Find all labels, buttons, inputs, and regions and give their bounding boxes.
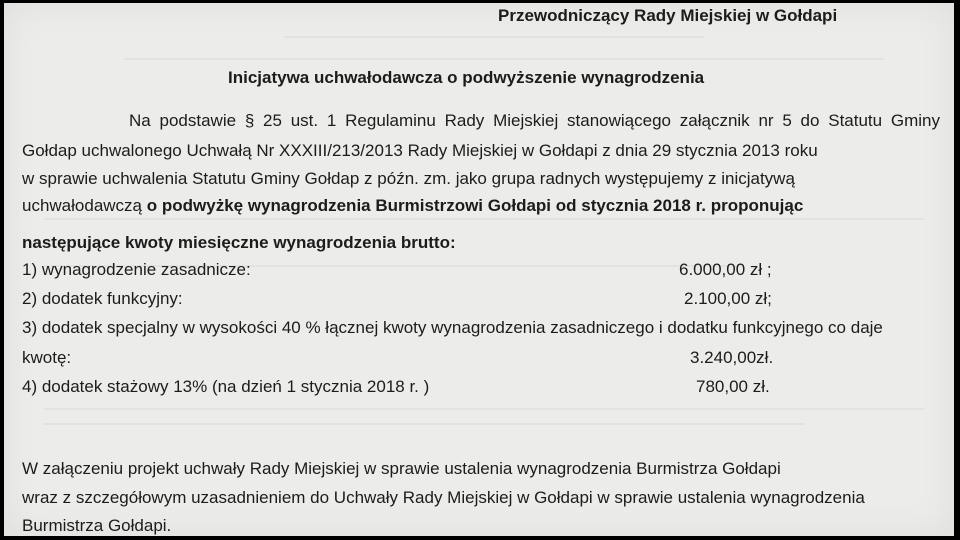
intro-line-3: w sprawie uchwalenia Statutu Gminy Gołdap z późn. zm. jako grupa radnych występujemy z inicjatywą — [22, 169, 795, 188]
intro-line-1-text: Na podstawie § 25 ust. 1 Regulaminu Rady Miejskiej stanowiącego załącznik nr 5 do Statutu Gminy — [129, 111, 940, 130]
list-item-label: 4) dodatek stażowy 13% (na dzień 1 stycznia 2018 r. ) — [22, 377, 430, 396]
intro-line-4-normal: uchwałodawczą — [22, 196, 143, 215]
intro-line-1 — [129, 110, 940, 132]
bleed-through-mark — [44, 423, 804, 425]
list-item-label: 3) dodatek specjalny w wysokości 40 % łącznej kwoty wynagrodzenia zasadniczego i dodatku funkcyjnego co daje — [22, 318, 883, 337]
intro-line-5: następujące kwoty miesięczne wynagrodzenia brutto: — [22, 233, 456, 252]
list-item-label: kwotę: — [22, 348, 72, 367]
intro-line-4-bold: o podwyżkę wynagrodzenia Burmistrzowi Gołdapi od stycznia 2018 r. proponując — [146, 196, 804, 215]
list-item-label: 2) dodatek funkcyjny: — [22, 289, 183, 308]
list-item-label: 1) wynagrodzenie zasadnicze: — [22, 260, 251, 279]
bleed-through-mark — [124, 58, 884, 60]
bleed-through-mark — [284, 36, 704, 38]
closing-line-2: wraz z szczegółowym uzasadnieniem do Uchwały Rady Miejskiej w Gołdapi w sprawie ustalenia wynagrodzenia — [22, 488, 865, 507]
list-item-amount: 780,00 zł. — [696, 377, 770, 396]
list-item-amount: 6.000,00 zł ; — [679, 260, 772, 279]
list-item-amount: 3.240,00zł. — [690, 348, 774, 367]
document-page — [4, 3, 954, 536]
page-title: Przewodniczący Rady Miejskiej w Gołdapi — [498, 6, 838, 25]
intro-line-4 — [22, 195, 940, 217]
bleed-through-mark — [44, 408, 924, 410]
closing-line-3: Burmistrza Gołdapi. — [22, 516, 172, 535]
intro-line-2: Gołdap uchwalonego Uchwałą Nr XXXIII/213/2013 Rady Miejskiej w Gołdapi z dnia 29 stycznia 2013 roku — [22, 141, 818, 160]
bleed-through-mark — [44, 218, 924, 220]
closing-line-1: W załączeniu projekt uchwały Rady Miejskiej w sprawie ustalenia wynagrodzenia Burmistrza Gołdapi — [22, 459, 781, 478]
list-item-amount: 2.100,00 zł; — [684, 289, 772, 308]
document-heading: Inicjatywa uchwałodawcza o podwyższenie wynagrodzenia — [228, 68, 705, 87]
